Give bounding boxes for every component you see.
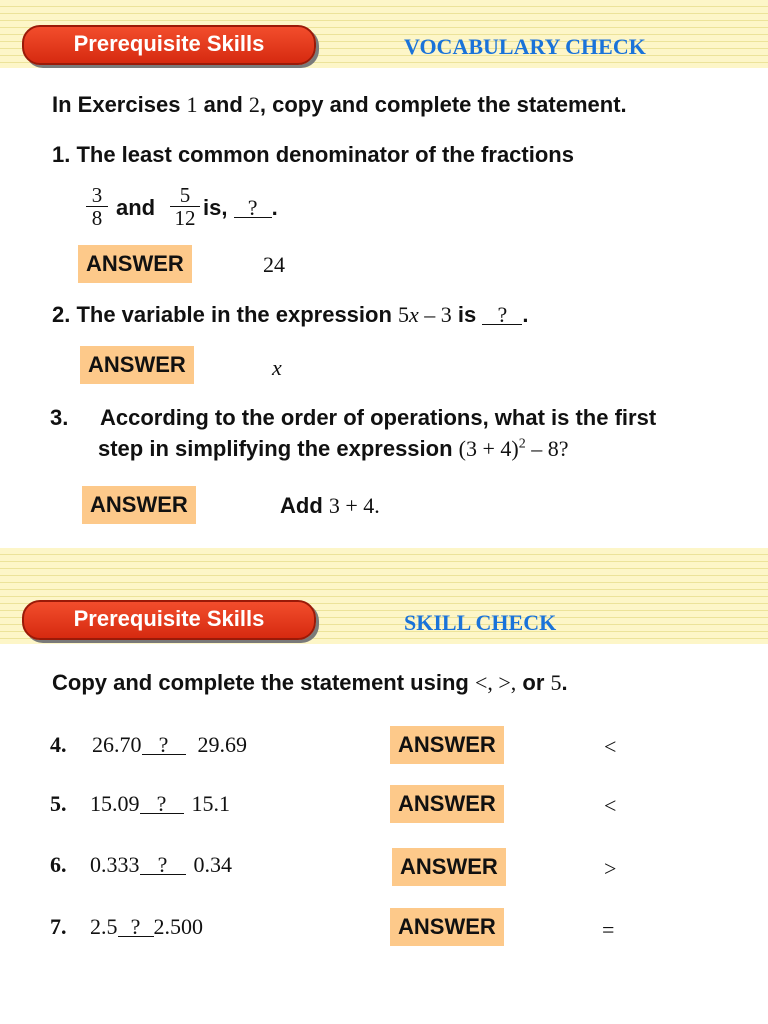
fraction-5-12: $\frac{5}{12}$	[170, 184, 200, 229]
answer-value-5: <	[604, 793, 617, 818]
answer-label-1: ANSWER	[78, 245, 192, 283]
answer-value-4: <	[604, 734, 617, 759]
answer-label-2: ANSWER	[80, 346, 194, 384]
skill-check-title: SKILL CHECK	[404, 610, 557, 635]
question-1-and: and	[116, 195, 156, 220]
vocabulary-check-title: VOCABULARY CHECK	[404, 34, 646, 59]
answer-label-3: ANSWER	[82, 486, 196, 524]
question-1-tail: is, ? .	[203, 195, 278, 220]
prerequisite-skills-pill: Prerequisite Skills	[22, 25, 316, 65]
question-1-text: 1. The least common denominator of the fractions	[52, 142, 574, 167]
answer-label-7: ANSWER	[390, 908, 504, 946]
question-1-blank: ?	[234, 199, 272, 218]
exercise-row: 4. 26.70 ? 29.69	[50, 732, 247, 757]
answer-value-7: =	[602, 917, 615, 942]
exercise-row: 7. 2.5 ? 2.500	[50, 914, 203, 939]
fraction-3-8: $\frac{3}{8}$	[86, 184, 108, 229]
answer-label-5: ANSWER	[390, 785, 504, 823]
answer-value-6: >	[604, 856, 617, 881]
question-3-line-2: step in simplifying the expression $(3 + 4)^2 - 8$?	[98, 436, 569, 461]
question-3-line-1: According to the order of operations, what is the first	[100, 405, 657, 430]
skill-intro: Copy and complete the statement using <, >, or 5.	[52, 670, 568, 695]
answer-value-3: Add 3 + 4.	[280, 493, 380, 518]
question-2-text: 2. The variable in the expression 5x – 3 is ? .	[52, 302, 529, 327]
question-3-number: 3.	[50, 405, 69, 430]
prerequisite-skills-pill-2: Prerequisite Skills	[22, 600, 316, 640]
answer-value-2: x	[272, 355, 282, 380]
answer-label-4: ANSWER	[390, 726, 504, 764]
question-2-blank: ?	[482, 306, 522, 325]
answer-value-1: 24	[263, 252, 285, 277]
answer-label-6: ANSWER	[392, 848, 506, 886]
exercise-row: 5. 15.09 ? 15.1	[50, 791, 230, 816]
exercises-intro: In Exercises 1 and 2, copy and complete the statement.	[52, 92, 627, 117]
exercise-row: 6. 0.333 ? 0.34	[50, 852, 232, 877]
